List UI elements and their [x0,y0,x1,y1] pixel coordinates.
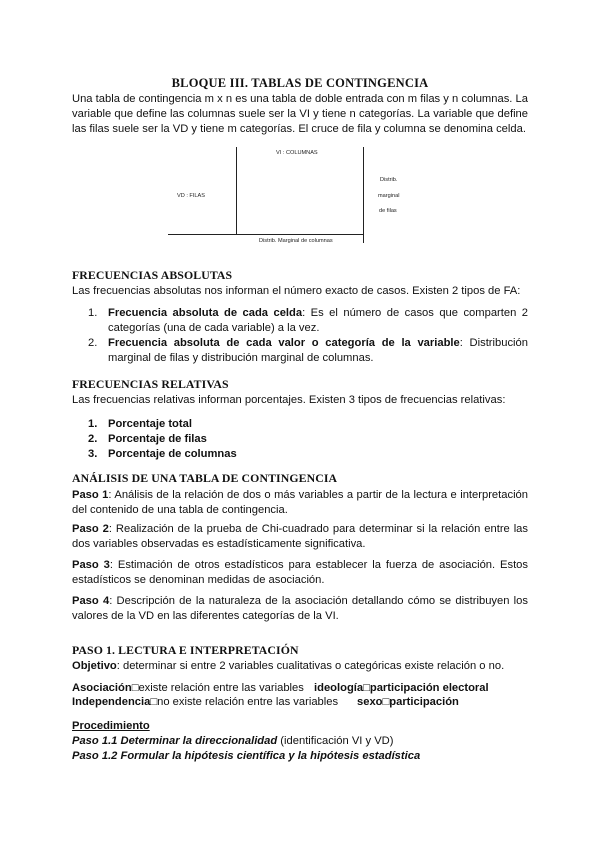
diagram-right-line [363,147,364,243]
paso-2-label: Paso 2 [72,523,109,535]
paso-3-label: Paso 3 [72,559,110,571]
fr-item-1-number: 1. [88,418,98,430]
paso-4-paragraph [72,594,528,624]
objetivo-label: Objetivo [72,660,117,672]
subpaso-1-2: Paso 1.2 Formular la hipótesis científica y la hipótesis estadística [72,750,421,762]
asociacion-line [72,681,528,696]
diagram-right-label-3: de filas [379,208,397,214]
paso-3-paragraph [72,558,528,588]
diagram-right-label-1: Distrib. [380,177,398,183]
fa-text: Las frecuencias absolutas nos informan el número exacto de casos. Existen 2 tipos de FA: [72,285,521,297]
fa-item-1 [72,306,528,336]
fa-item-1-bold: Frecuencia absoluta de cada celda [108,307,303,319]
fa-item-1-text [108,306,528,336]
fr-text: Las frecuencias relativas informan porcentajes. Existen 3 tipos de frecuencias relativas: [72,394,506,406]
fa-item-2-number: 2. [88,337,98,349]
paso-2-text: : Realización de la prueba de Chi-cuadrado para determinar si la relación entre las dos variables observadas es estadísticamente significativa. [72,523,528,551]
independencia-text: no existe relación entre las variables [157,696,339,708]
diagram-bottom-line [168,234,364,235]
fa-item-2-bold: Frecuencia absoluta de cada valor o categoría de la variable [108,337,460,349]
paso-2-paragraph [72,522,528,552]
diagram-right-label-2: marginal [378,193,400,199]
arrow-icon: □ [131,682,139,694]
diagram-left-line [236,147,237,235]
fa-item-2-rest: : Distribución marginal de filas y distribución marginal de columnas. [108,337,528,365]
fa-heading: FRECUENCIAS ABSOLUTAS [72,268,233,282]
asociacion-example: ideología□participación electoral [314,682,489,694]
fa-item-2-text [108,336,528,366]
paso-4-label: Paso 4 [72,595,110,607]
fr-item-1-label: Porcentaje total [108,418,192,430]
diagram-left-label: VD : FILAS [177,193,205,199]
paso1-heading: PASO 1. LECTURA E INTERPRETACIÓN [72,643,299,657]
arrow-icon: □ [150,696,158,708]
fa-item-2 [72,336,528,366]
intro-paragraph: Una tabla de contingencia m x n es una tabla de doble entrada con m filas y n columnas. La variable que define las columnas suele ser la VI y tiene n categorías. La variable que define las filas suele ser la VD y tiene m categorías. El cruce de fila y columna se denomina celda. [72,93,528,136]
objetivo-text: : determinar si entre 2 variables cualitativas o categóricas existe relación o no. [116,660,505,672]
asociacion-text: existe relación entre las variables [138,682,304,694]
fr-item-2-label: Porcentaje de filas [108,433,207,445]
independencia-label: Independencia [72,696,151,708]
paso-1-text: : Análisis de la relación de dos o más variables a partir de la lectura e interpretación del contenido de una tabla de contingencia. [72,489,528,517]
subpaso-1-1-label: Paso 1.1 Determinar la direccionalidad [72,735,278,747]
fa-item-1-rest: : Es el número de casos que comparten 2 categorías (una de cada variable) a la vez. [108,307,529,335]
page-title: BLOQUE III. TABLAS DE CONTINGENCIA [171,76,429,90]
independencia-example: sexo□participación [357,696,459,708]
paso-4-text: : Descripción de la naturaleza de la asociación detallando cómo se distribuyen los valores de la VD en las diferentes categorías de la VI. [72,595,528,623]
fr-heading: FRECUENCIAS RELATIVAS [72,377,229,391]
paso-1-label: Paso 1 [72,489,109,501]
paso-3-text: : Estimación de otros estadísticos para establecer la fuerza de asociación. Estos estadísticos se denominan medidas de asociación. [72,559,528,587]
subpaso-1-1-rest: (identificación VI y VD) [277,735,394,747]
procedimiento-heading: Procedimiento [72,720,150,732]
independencia-line [72,695,528,710]
diagram-bottom-label: Distrib. Marginal de columnas [259,238,333,244]
fr-item-2-number: 2. [88,433,98,445]
asociacion-label: Asociación [72,682,132,694]
fr-item-3-number: 3. [88,448,98,460]
fr-item-3-label: Porcentaje de columnas [108,448,237,460]
fa-item-1-number: 1. [88,307,98,319]
analisis-heading: ANÁLISIS DE UNA TABLA DE CONTINGENCIA [72,471,338,485]
paso-1-paragraph [72,488,528,518]
objetivo-line [72,659,528,674]
diagram-top-label: VI : COLUMNAS [276,150,318,156]
subpaso-1-1 [72,734,528,749]
